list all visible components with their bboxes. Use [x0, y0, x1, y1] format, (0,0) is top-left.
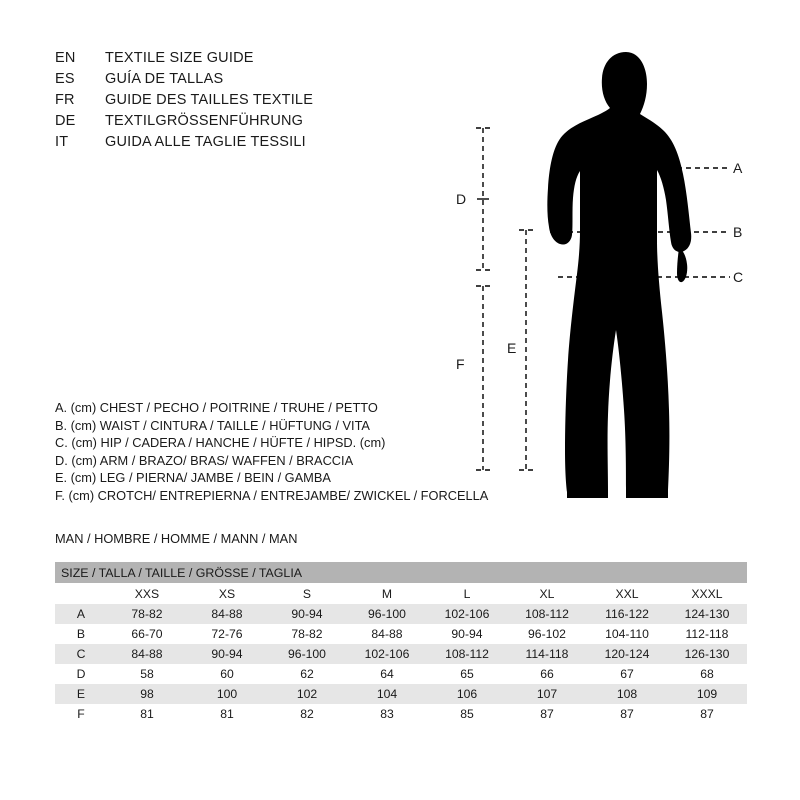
cell-c-xl: 114-118 [507, 644, 587, 664]
title-text-it: GUIDA ALLE TAGLIE TESSILI [105, 134, 306, 150]
title-row-fr [55, 92, 313, 113]
table-header-label: SIZE / TALLA / TAILLE / GRÖSSE / TAGLIA [55, 562, 747, 583]
body-measurement-diagram [430, 30, 770, 530]
row-label-c: C [55, 644, 107, 664]
cell-f-m: 83 [347, 704, 427, 724]
diagram-label-f: F [456, 356, 465, 372]
cell-a-l: 102-106 [427, 604, 507, 624]
bracket-e [519, 230, 533, 470]
category-label: MAN / HOMBRE / HOMME / MANN / MAN [55, 531, 298, 546]
measurement-legend [55, 400, 488, 505]
table-row [55, 624, 747, 644]
title-text-fr: GUIDE DES TAILLES TEXTILE [105, 92, 314, 108]
title-row-de [55, 113, 313, 134]
row-label-a: A [55, 604, 107, 624]
cell-d-xxxl: 68 [667, 664, 747, 684]
row-label-d: D [55, 664, 107, 684]
cell-e-m: 104 [347, 684, 427, 704]
column-header-m: M [347, 583, 427, 604]
bracket-f [476, 286, 490, 470]
cell-c-xxxl: 126-130 [667, 644, 747, 664]
cell-c-xs: 90-94 [187, 644, 267, 664]
diagram-label-d: D [456, 191, 467, 207]
row-label-f: F [55, 704, 107, 724]
cell-f-l: 85 [427, 704, 507, 724]
cell-a-xxl: 116-122 [587, 604, 667, 624]
size-table-wrapper [55, 562, 747, 724]
cell-e-xxs: 98 [107, 684, 187, 704]
legend-line-d: D. (cm) ARM / BRAZO/ BRAS/ WAFFEN / BRACCIA [55, 452, 354, 468]
diagram-label-e: E [507, 340, 517, 356]
title-text-de: TEXTILGRÖSSENFÜHRUNG [105, 113, 304, 129]
cell-d-xxs: 58 [107, 664, 187, 684]
column-header-xs: XS [187, 583, 267, 604]
cell-a-xxs: 78-82 [107, 604, 187, 624]
table-row [55, 684, 747, 704]
title-text-es: GUÍA DE TALLAS [105, 71, 224, 87]
cell-d-m: 64 [347, 664, 427, 684]
cell-b-l: 90-94 [427, 624, 507, 644]
cell-a-xl: 108-112 [507, 604, 587, 624]
cell-e-xxxl: 109 [667, 684, 747, 704]
cell-c-xxl: 120-124 [587, 644, 667, 664]
cell-d-l: 65 [427, 664, 507, 684]
cell-e-xxl: 108 [587, 684, 667, 704]
row-label-b: B [55, 624, 107, 644]
cell-e-s: 102 [267, 684, 347, 704]
column-header-s: S [267, 583, 347, 604]
title-text-en: TEXTILE SIZE GUIDE [105, 50, 254, 66]
diagram-label-c: C [733, 269, 744, 285]
title-row-es [55, 71, 313, 92]
column-header-l: L [427, 583, 507, 604]
table-row [55, 704, 747, 724]
column-header-xl: XL [507, 583, 587, 604]
size-table [55, 562, 747, 724]
cell-a-m: 96-100 [347, 604, 427, 624]
column-header-xxxl: XXXL [667, 583, 747, 604]
cell-e-l: 106 [427, 684, 507, 704]
legend-line-e: E. (cm) LEG / PIERNA/ JAMBE / BEIN / GAMBA [55, 470, 331, 485]
language-code-fr: FR [55, 92, 75, 108]
table-header-row [55, 562, 747, 583]
language-code-en: EN [55, 50, 76, 66]
cell-d-xl: 66 [507, 664, 587, 684]
cell-a-s: 90-94 [267, 604, 347, 624]
language-code-es: ES [55, 71, 75, 87]
legend-line-f: F. (cm) CROTCH/ ENTREPIERNA / ENTREJAMBE/ ZWICKEL / FORCELLA [55, 487, 489, 503]
cell-c-m: 102-106 [347, 644, 427, 664]
cell-f-xs: 81 [187, 704, 267, 724]
cell-c-xxs: 84-88 [107, 644, 187, 664]
table-row [55, 604, 747, 624]
cell-c-l: 108-112 [427, 644, 507, 664]
title-row-it [55, 134, 313, 155]
cell-f-xxl: 87 [587, 704, 667, 724]
cell-b-s: 78-82 [267, 624, 347, 644]
cell-d-s: 62 [267, 664, 347, 684]
table-row [55, 664, 747, 684]
cell-b-xl: 96-102 [507, 624, 587, 644]
cell-f-xxxl: 87 [667, 704, 747, 724]
bracket-d [476, 128, 490, 270]
cell-b-m: 84-88 [347, 624, 427, 644]
diagram-label-b: B [733, 224, 743, 240]
column-header-xxl: XXL [587, 583, 667, 604]
cell-d-xs: 60 [187, 664, 267, 684]
title-row-en [55, 50, 313, 71]
legend-line-a: A. (cm) CHEST / PECHO / POITRINE / TRUHE / PETTO [55, 400, 378, 415]
cell-c-s: 96-100 [267, 644, 347, 664]
cell-e-xl: 107 [507, 684, 587, 704]
language-code-it: IT [55, 134, 69, 150]
row-label-e: E [55, 684, 107, 704]
cell-b-xxs: 66-70 [107, 624, 187, 644]
table-column-row [55, 583, 747, 604]
language-code-de: DE [55, 113, 76, 129]
cell-f-s: 82 [267, 704, 347, 724]
cell-f-xxs: 81 [107, 704, 187, 724]
diagram-label-a: A [733, 160, 743, 176]
cell-e-xs: 100 [187, 684, 267, 704]
cell-b-xxxl: 112-118 [667, 624, 747, 644]
cell-a-xs: 84-88 [187, 604, 267, 624]
cell-d-xxl: 67 [587, 664, 667, 684]
table-row [55, 644, 747, 664]
cell-b-xxl: 104-110 [587, 624, 667, 644]
male-silhouette-icon [547, 52, 691, 498]
legend-line-b: B. (cm) WAIST / CINTURA / TAILLE / HÜFTUNG / VITA [55, 417, 370, 433]
cell-a-xxxl: 124-130 [667, 604, 747, 624]
legend-line-c: C. (cm) HIP / CADERA / HANCHE / HÜFTE / HIPSD. (cm) [55, 435, 386, 450]
column-header-xxs: XXS [107, 583, 187, 604]
cell-f-xl: 87 [507, 704, 587, 724]
cell-b-xs: 72-76 [187, 624, 267, 644]
title-block [55, 50, 313, 155]
column-header-blank [55, 583, 107, 604]
